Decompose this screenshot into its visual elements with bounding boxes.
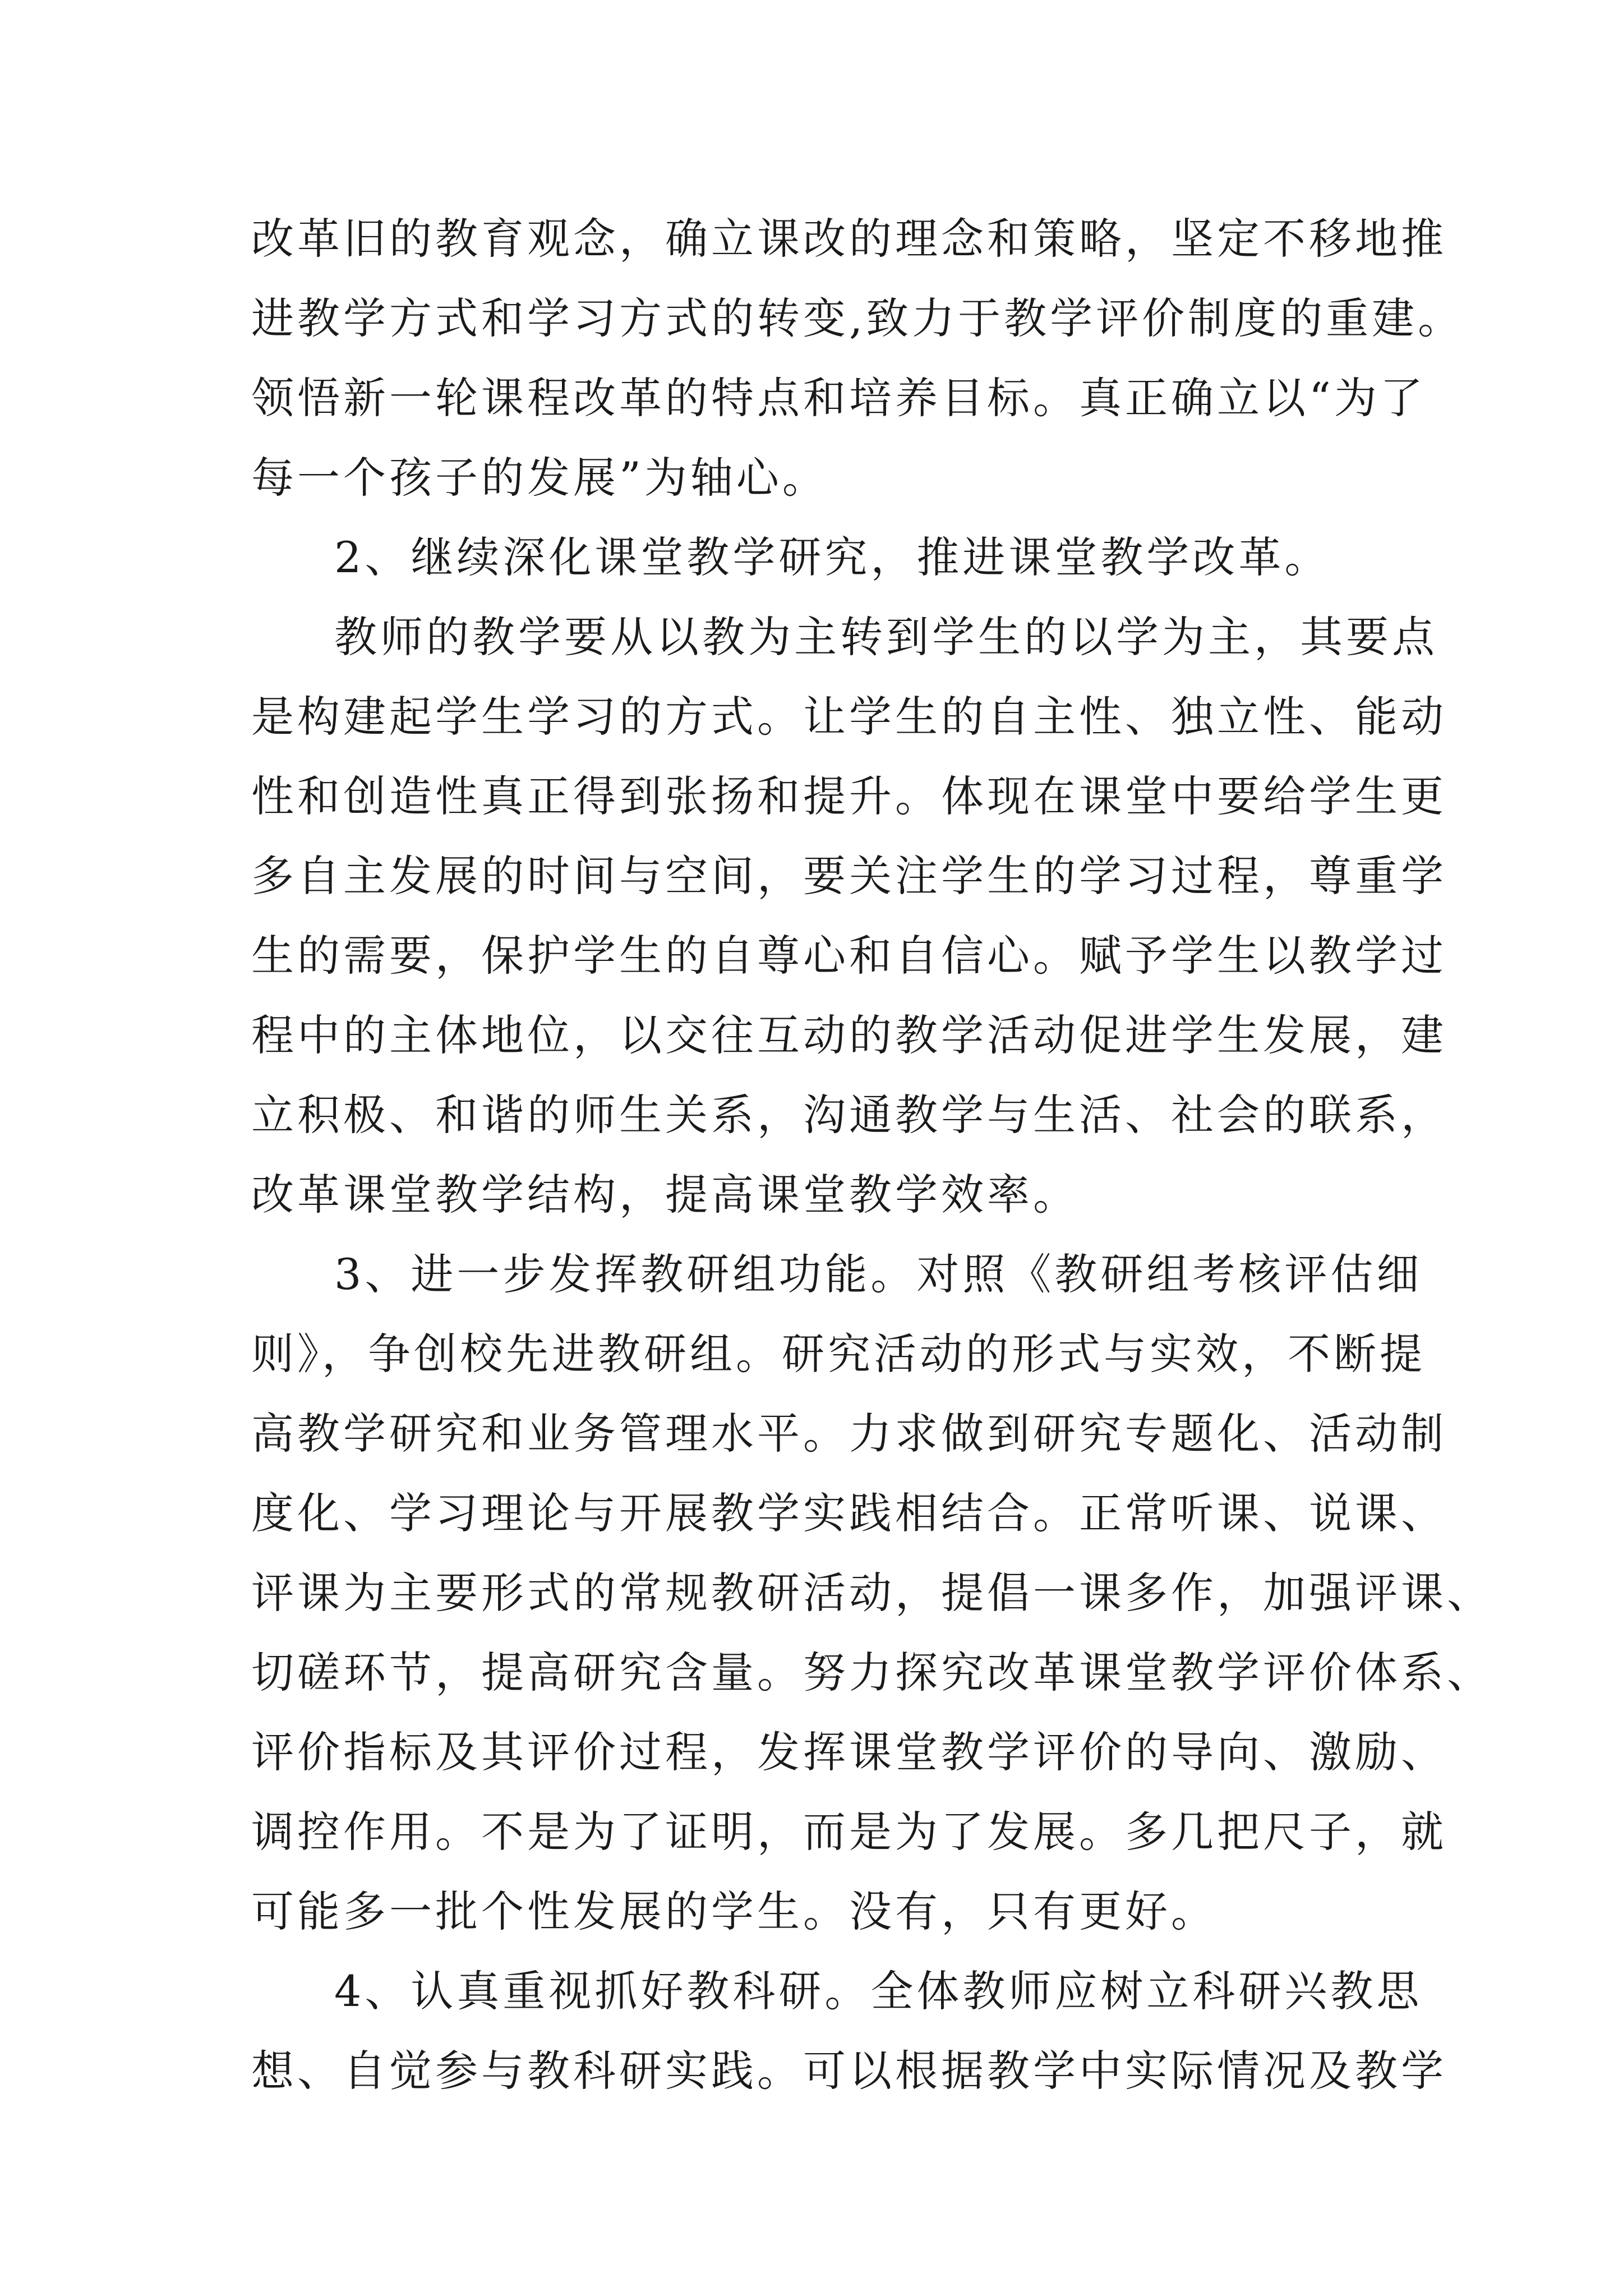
text-line: 改革课堂教学结构，提高课堂教学效率。 [251,1170,1079,1220]
text-line: 立积极、和谐的师生关系，沟通教学与生活、社会的联系， [251,1090,1447,1140]
text-line: 切磋环节，提高研究含量。努力探究改革课堂教学评价体系、 [251,1648,1493,1697]
text-line: 领悟新一轮课程改革的特点和培养目标。真正确立以“为了 [251,373,1426,423]
text-line: 性和创造性真正得到张扬和提升。体现在课堂中要给学生更 [251,771,1447,821]
text-line: 则》，争创校先进教研组。研究活动的形式与实效，不断提 [251,1329,1426,1379]
text-line: 多自主发展的时间与空间，要关注学生的学习过程，尊重学 [251,851,1447,901]
text-line: 每一个孩子的发展”为轴心。 [251,453,828,503]
text-line: 教师的教学要从以教为主转到学生的以学为主，其要点 [334,612,1438,662]
text-line: 调控作用。不是为了证明，而是为了发展。多几把尺子，就 [251,1807,1447,1857]
text-line: 进教学方式和学习方式的转变,致力于教学评价制度的重建。 [251,293,1464,343]
text-line: 可能多一批个性发展的学生。没有，只有更好。 [251,1887,1217,1936]
text-line: 度化、学习理论与开展教学实践相结合。正常听课、说课、 [251,1488,1447,1538]
text-line: 生的需要，保护学生的自尊心和自信心。赋予学生以教学过 [251,931,1447,981]
text-line: 高教学研究和业务管理水平。力求做到研究专题化、活动制 [251,1409,1447,1458]
text-line: 改革旧的教育观念，确立课改的理念和策略，坚定不移地推 [251,214,1447,264]
heading-line: 3、进一步发挥教研组功能。对照《教研组考核评估细 [334,1249,1423,1299]
text-line: 评价指标及其评价过程，发挥课堂教学评价的导向、激励、 [251,1727,1447,1777]
heading-line: 4、认真重视抓好教科研。全体教师应树立科研兴教思 [334,1966,1423,2016]
text-line: 是构建起学生学习的方式。让学生的自主性、独立性、能动 [251,692,1447,742]
text-line: 评课为主要形式的常规教研活动，提倡一课多作，加强评课、 [251,1568,1493,1618]
text-line: 想、自觉参与教科研实践。可以根据教学中实际情况及教学 [251,2046,1447,2096]
heading-line: 2、继续深化课堂教学研究，推进课堂教学改革。 [334,532,1331,582]
text-line: 程中的主体地位，以交往互动的教学活动促进学生发展，建 [251,1010,1447,1060]
